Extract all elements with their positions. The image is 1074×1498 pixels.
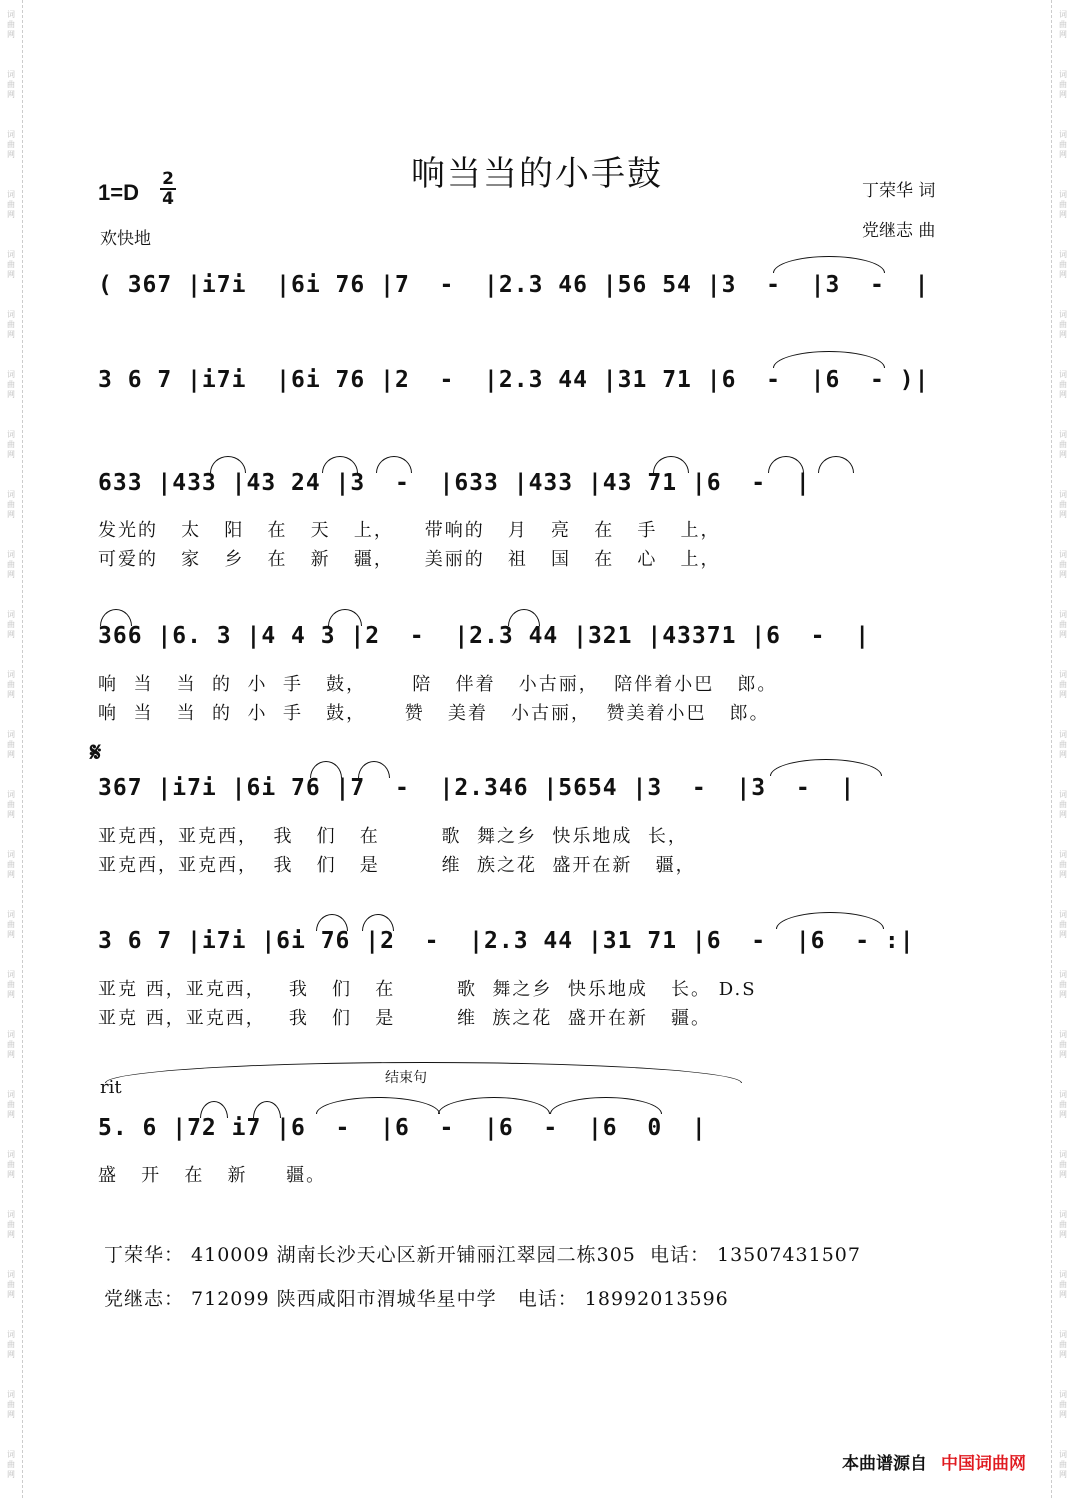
song-title: 响当当的小手鼓 [411,154,663,194]
time-signature-top: 2 [162,169,174,189]
tie [773,256,885,273]
time-signature-bottom: 4 [160,188,176,208]
slur [310,761,342,778]
ending-label: 结束句 [385,1070,427,1086]
left-margin-watermark: 词 曲 网 词 曲 网 词 曲 网 词 曲 网 词 曲 网 词 曲 网 词 曲 网 词 曲 网 词 曲 网 词 曲 网 词 曲 网 词 曲 网 词 曲 网 词 曲 网 词 曲 网 词 曲 网 词 曲 网 词 曲 网 词 曲 网 词 曲 网 词 曲 网 词 曲 网 词 曲 网 词 曲 网 词 曲 网 [0,0,23,1498]
notes-line-2: 3 6 7 |i7i |6i 76 |2 - |2.3 44 |31 71 |6 - |6 - )| [98,367,930,393]
score-line-2 [98,367,978,407]
contact-lyricist: 丁荣华： 410009 湖南长沙天心区新开铺丽江翠园二栋305 电话： 13507431507 [104,1244,861,1266]
tie [438,1097,550,1114]
segno-sign: 𝄋 [90,738,102,768]
lyric-line: 响 当 当 的 小 手 鼓， 陪 伴着 小古丽， 陪伴着小巴 郎。 [98,674,778,695]
tie [776,912,884,929]
source-label: 本曲谱源自 [842,1454,927,1473]
score-line-5 [98,775,978,815]
score-line-1 [98,272,978,312]
lyric-line: 亚克 西，亚克西， 我 们 在 歌 舞之乡 快乐地成 长。 D.S [98,979,757,1000]
notes-line-7: 5. 6 |72 i7 |6 - |6 - |6 - |6 0 | [98,1115,707,1141]
slur [768,456,804,473]
tie [773,351,885,368]
slur [200,1101,228,1118]
lyric-line: 盛 开 在 新 疆。 [98,1165,327,1186]
slur [508,609,540,626]
lyricist-credit: 丁荣华 词 [862,181,936,201]
tie [550,1097,662,1114]
lyric-line: 亚克 西，亚克西， 我 们 是 维 族之花 盛开在新 疆。 [98,1008,712,1029]
score-line-6 [98,928,978,968]
right-margin-watermark: 词 曲 网 词 曲 网 词 曲 网 词 曲 网 词 曲 网 词 曲 网 词 曲 网 词 曲 网 词 曲 网 词 曲 网 词 曲 网 词 曲 网 词 曲 网 词 曲 网 词 曲 网 词 曲 网 词 曲 网 词 曲 网 词 曲 网 词 曲 网 词 曲 网 词 曲 网 词 曲 网 词 曲 网 词 曲 网 [1051,0,1074,1498]
tempo-marking: 欢快地 [100,229,151,249]
slur [253,1101,281,1118]
notes-line-3: 633 |433 |43 24 |3 - |633 |433 |43 71 |6 - | [98,470,811,496]
slur [316,914,348,931]
contact-composer: 党继志： 712099 陕西咸阳市渭城华星中学 电话： 18992013596 [104,1288,729,1310]
score-line-7 [98,1115,978,1155]
tie [316,1097,440,1114]
score-line-4 [98,623,978,663]
lyric-line: 发光的 太 阳 在 天 上， 带响的 月 亮 在 手 上， [98,520,721,541]
slur [376,456,412,473]
time-signature [160,170,176,208]
key-signature: 1=D [98,180,139,205]
slur [328,609,362,626]
slur [210,456,246,473]
composer-credit: 党继志 曲 [862,221,936,241]
notes-line-1: ( 367 |i7i |6i 76 |7 - |2.3 46 |56 54 |3 - |3 - | [98,272,930,298]
lyric-line: 可爱的 家 乡 在 新 疆， 美丽的 祖 国 在 心 上， [98,549,721,570]
notes-line-4: 366 |6. 3 |4 4 3 |2 - |2.3 44 |321 |43371 |6 - | [98,623,871,649]
lyric-line: 响 当 当 的 小 手 鼓， 赞 美着 小古丽， 赞美着小巴 郎。 [98,703,770,724]
slur [358,761,390,778]
notes-line-6: 3 6 7 |i7i |6i 76 |2 - |2.3 44 |31 71 |6 - |6 - :| [98,928,915,954]
score-line-3 [98,470,978,510]
slur [653,456,689,473]
slur [100,609,132,626]
slur [818,456,854,473]
lyric-line: 亚克西，亚克西， 我 们 是 维 族之花 盛开在新 疆， [98,855,696,876]
tie [770,759,882,776]
lyric-line: 亚克西，亚克西， 我 们 在 歌 舞之乡 快乐地成 长， [98,826,688,847]
slur [362,914,394,931]
source-footer [842,1449,1026,1474]
source-site-link[interactable]: 中国词曲网 [941,1454,1026,1473]
rit-marking: rit [100,1077,122,1098]
notes-line-5: 367 |i7i |6i 76 |7 - |2.346 |5654 |3 - |3 - | [98,775,856,801]
slur [322,456,358,473]
